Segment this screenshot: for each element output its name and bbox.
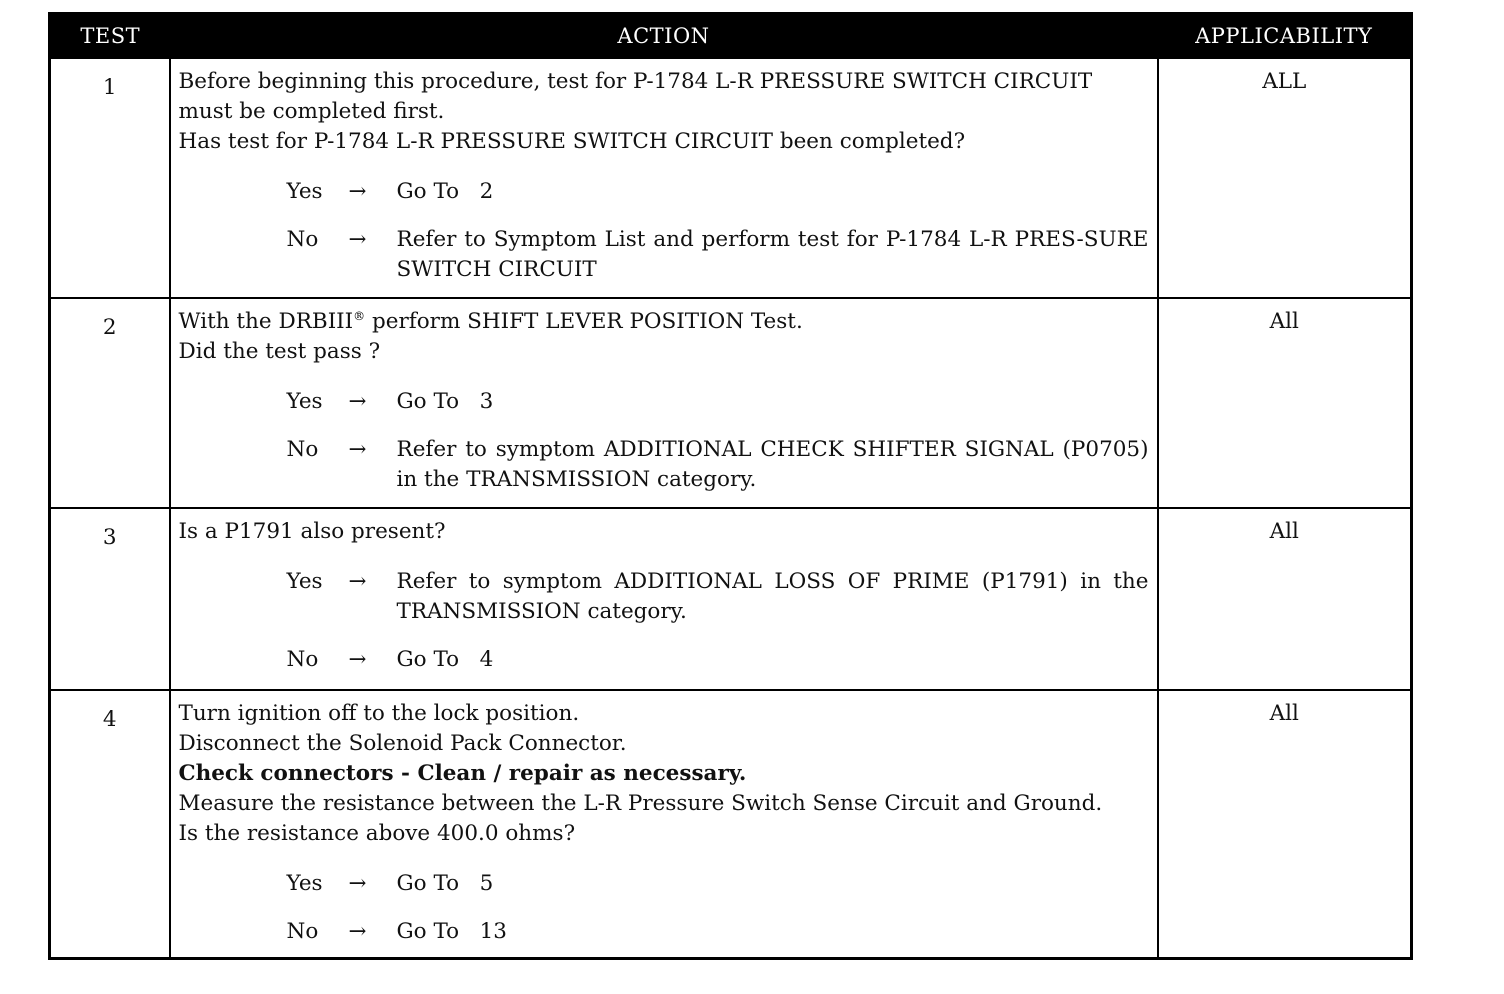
arrow-icon: → [348, 871, 367, 896]
no-result: Go To 4 [396, 647, 494, 672]
no-label: No [286, 919, 319, 944]
action-line: must be completed first. [178, 99, 445, 124]
arrow-icon: → [348, 919, 367, 944]
action-text: perform SHIFT LEVER POSITION Test. [365, 309, 803, 334]
test-row-4 [50, 690, 1412, 959]
yes-option [179, 387, 1149, 417]
action-cell [170, 690, 1158, 959]
action-line: Turn ignition off to the lock position. [178, 701, 580, 726]
arrow-icon: → [348, 569, 367, 594]
arrow-icon: → [348, 227, 367, 252]
no-option [179, 645, 1149, 675]
yes-result: Refer to symptom ADDITIONAL LOSS OF PRIME (P1791) in the TRANSMISSION category. [396, 569, 1149, 624]
test-row-2 [50, 298, 1412, 508]
yes-option [179, 177, 1149, 207]
action-cell [170, 508, 1158, 690]
action-line: Has test for P-1784 L-R PRESSURE SWITCH CIRCUIT been completed? [178, 129, 966, 154]
applicability-cell: All [1158, 508, 1412, 690]
test-number: 1 [50, 58, 170, 298]
no-option [179, 917, 1149, 947]
yes-label: Yes [286, 389, 323, 414]
no-option [179, 435, 1149, 495]
yes-result: Go To 2 [396, 179, 494, 204]
no-result: Refer to symptom ADDITIONAL CHECK SHIFTER SIGNAL (P0705) in the TRANSMISSION category. [396, 437, 1149, 492]
action-line: Disconnect the Solenoid Pack Connector. [178, 731, 627, 756]
arrow-icon: → [348, 179, 367, 204]
action-line: Did the test pass ? [178, 339, 381, 364]
action-line: Before beginning this procedure, test for P-1784 L-R PRESSURE SWITCH CIRCUIT [178, 69, 1093, 94]
action-cell [170, 298, 1158, 508]
arrow-icon: → [348, 437, 367, 462]
arrow-icon: → [348, 647, 367, 672]
arrow-icon: → [348, 389, 367, 414]
yes-result: Go To 3 [396, 389, 494, 414]
no-option [179, 225, 1149, 285]
yes-label: Yes [286, 179, 323, 204]
action-cell [170, 58, 1158, 298]
yes-option [179, 869, 1149, 899]
no-label: No [286, 437, 319, 462]
no-label: No [286, 227, 319, 252]
applicability-cell: All [1158, 690, 1412, 959]
no-result: Go To 13 [396, 919, 507, 944]
yes-result: Go To 5 [396, 871, 494, 896]
test-row-1 [50, 58, 1412, 298]
action-line: Measure the resistance between the L-R Pressure Switch Sense Circuit and Ground. [178, 791, 1103, 816]
yes-option [179, 567, 1149, 627]
diagnostic-test-table [48, 12, 1413, 960]
action-text: With the DRBIII [178, 309, 354, 334]
header-applicability: APPLICABILITY [1158, 14, 1412, 59]
registered-mark: ® [353, 308, 366, 323]
header-test: TEST [50, 14, 170, 59]
action-line-bold: Check connectors - Clean / repair as necessary. [178, 761, 747, 786]
test-number: 2 [50, 298, 170, 508]
yes-label: Yes [286, 871, 323, 896]
header-action: ACTION [170, 14, 1158, 59]
no-label: No [286, 647, 319, 672]
no-result: Refer to Symptom List and perform test for P-1784 L-R PRES-SURE SWITCH CIRCUIT [396, 227, 1149, 282]
header-row [50, 14, 1412, 59]
action-line: Is a P1791 also present? [178, 519, 446, 544]
test-row-3 [50, 508, 1412, 690]
applicability-cell: All [1158, 298, 1412, 508]
yes-label: Yes [286, 569, 323, 594]
action-line: Is the resistance above 400.0 ohms? [178, 821, 576, 846]
action-line [179, 307, 1149, 337]
test-number: 3 [50, 508, 170, 690]
test-number: 4 [50, 690, 170, 959]
applicability-cell: ALL [1158, 58, 1412, 298]
